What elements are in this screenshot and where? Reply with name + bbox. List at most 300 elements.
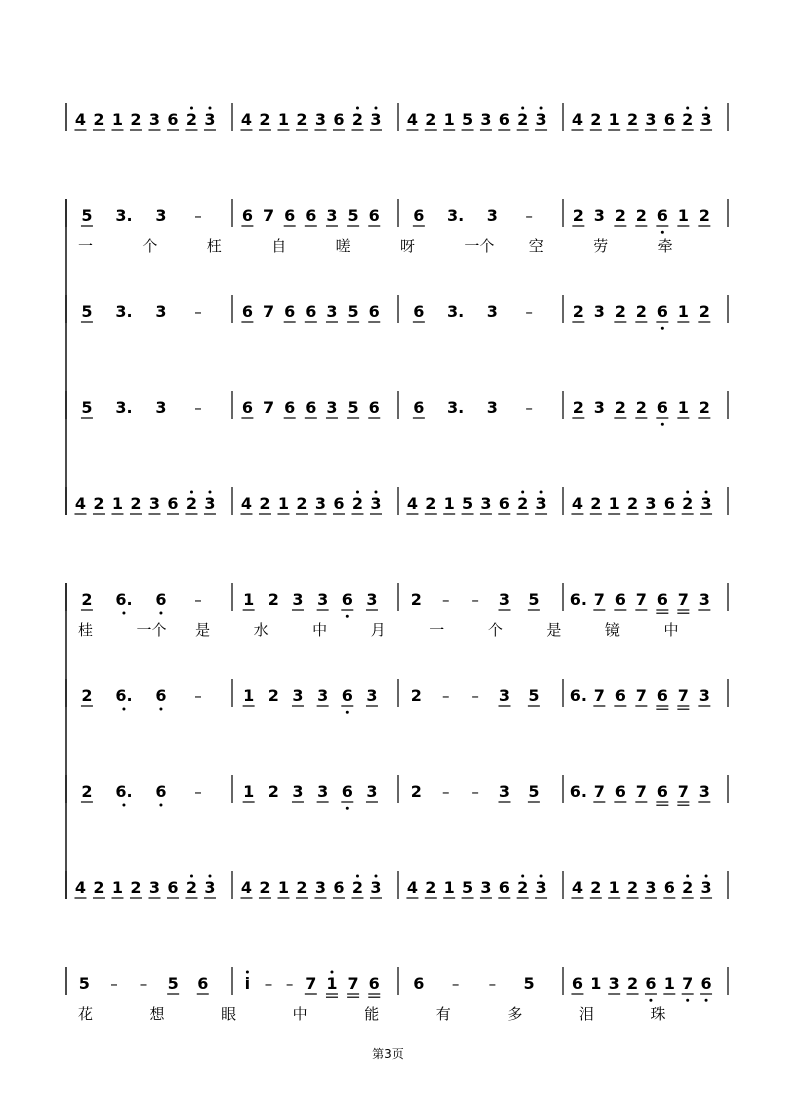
high-octave-dot — [356, 875, 359, 878]
staff-line-4 — [66, 391, 728, 426]
note: 3 — [593, 302, 605, 321]
lyric-syllable: 桂 — [78, 621, 94, 639]
lyric-syllable: 水 — [253, 621, 269, 639]
lyric-syllable: 中 — [663, 621, 679, 639]
note: 3. — [447, 398, 465, 417]
note: 3 — [317, 590, 329, 609]
note: 1 — [663, 974, 675, 993]
lyric-syllable: 多 — [507, 1005, 523, 1023]
note: 3 — [535, 494, 547, 513]
low-octave-dot — [346, 711, 349, 714]
note: 6 — [305, 398, 317, 417]
note: 1 — [443, 110, 455, 129]
sustain-dash: – — [441, 591, 450, 609]
note: 3 — [155, 302, 167, 321]
staff-line-6 — [66, 583, 728, 639]
sustain-dash: – — [525, 399, 533, 417]
note: 2 — [93, 110, 105, 129]
note: 1 — [111, 494, 124, 513]
note: 2 — [296, 494, 308, 513]
note: 4 — [571, 878, 584, 897]
note: 2 — [296, 878, 308, 897]
note: 6 — [333, 878, 345, 897]
note: 4 — [240, 878, 253, 897]
high-octave-dot — [705, 875, 708, 878]
sustain-dash: – — [194, 687, 202, 705]
note: 2 — [572, 206, 584, 225]
lyric-syllable: 自 — [271, 237, 287, 255]
staff-line-10 — [66, 967, 728, 1023]
note: 7 — [305, 974, 317, 993]
lyric-syllable: 中 — [292, 1005, 308, 1023]
low-octave-dot — [705, 999, 708, 1002]
high-octave-dot — [356, 107, 359, 110]
note: 5 — [528, 590, 540, 609]
note: 4 — [240, 110, 253, 129]
sustain-dash: – — [525, 207, 533, 225]
lyric-syllable: 呀 — [400, 237, 416, 255]
sustain-dash: – — [285, 975, 294, 993]
note: 3 — [204, 494, 216, 513]
high-octave-dot — [208, 491, 211, 494]
note: 2 — [185, 878, 198, 897]
note: 6 — [645, 974, 657, 993]
high-octave-dot — [521, 875, 524, 878]
note: 2 — [259, 878, 271, 897]
note: 5 — [347, 206, 359, 225]
note: 2 — [635, 206, 647, 225]
note: 3 — [317, 782, 329, 801]
note: 6. — [569, 590, 587, 609]
staff-line-7 — [66, 679, 728, 714]
staff-line-8 — [66, 775, 728, 810]
note: 3 — [480, 878, 492, 897]
note: 2 — [614, 398, 626, 417]
note: 3. — [115, 302, 133, 321]
note: 6 — [498, 878, 510, 897]
note: 2 — [410, 782, 422, 801]
sustain-dash: – — [441, 783, 450, 801]
low-octave-dot — [346, 615, 349, 618]
note: 2 — [410, 686, 422, 705]
lyric-syllable: 一 — [429, 621, 445, 639]
note: 1 — [243, 686, 255, 705]
note: 3 — [370, 494, 382, 513]
high-octave-dot — [705, 491, 708, 494]
note: 3 — [148, 878, 161, 897]
note: 6 — [656, 206, 668, 225]
note: 7 — [262, 302, 275, 321]
note: 1 — [443, 878, 455, 897]
note: 4 — [74, 878, 87, 897]
high-octave-dot — [540, 875, 543, 878]
lyric-syllable: 眼 — [221, 1005, 237, 1023]
note: 5 — [81, 398, 93, 417]
note: 2 — [517, 494, 529, 513]
note: 1 — [677, 302, 689, 321]
note: 7 — [262, 206, 275, 225]
note: 1 — [326, 974, 338, 993]
note: 1 — [277, 494, 290, 513]
high-octave-dot — [540, 491, 543, 494]
note: 6 — [700, 974, 712, 993]
sustain-dash: – — [525, 303, 533, 321]
lyric-syllable: 牵 — [657, 237, 673, 255]
note: 1 — [677, 398, 689, 417]
note: 1 — [111, 110, 124, 129]
note: 6 — [413, 206, 425, 225]
note: 6 — [333, 494, 345, 513]
note: 3 — [326, 302, 338, 321]
note: 2 — [572, 398, 584, 417]
low-octave-dot — [661, 327, 664, 330]
sustain-dash: – — [471, 591, 479, 609]
note: 7 — [677, 782, 689, 801]
note: 1 — [608, 110, 620, 129]
note: 3 — [326, 398, 338, 417]
high-octave-dot — [521, 107, 524, 110]
note: 3 — [326, 206, 338, 225]
sustain-dash: – — [194, 591, 202, 609]
note: 5 — [523, 974, 535, 993]
note: 3 — [155, 398, 167, 417]
note: 5 — [347, 398, 359, 417]
note: 3 — [498, 782, 511, 801]
note: 1 — [243, 782, 255, 801]
note: 6. — [115, 590, 133, 609]
note: 2 — [81, 686, 93, 705]
sustain-dash: – — [471, 783, 479, 801]
note: 3 — [366, 782, 378, 801]
note: 6 — [155, 590, 167, 609]
note: 3 — [593, 398, 605, 417]
note: 6. — [569, 686, 587, 705]
note: 3 — [370, 878, 382, 897]
note: 2 — [572, 302, 584, 321]
note: 6 — [167, 494, 179, 513]
note: 6 — [656, 686, 668, 705]
note: 3 — [700, 110, 712, 129]
note: 2 — [130, 494, 142, 513]
note: 3 — [370, 110, 382, 129]
staff-line-9 — [66, 871, 728, 899]
note: 2 — [698, 302, 710, 321]
note: 3 — [314, 110, 327, 129]
lyric-syllable: 个 — [487, 621, 503, 639]
high-octave-dot — [686, 491, 689, 494]
note: 2 — [93, 494, 105, 513]
lyric-syllable: 镜 — [604, 621, 620, 639]
note: 6 — [656, 302, 668, 321]
note: 6 — [167, 110, 179, 129]
note: 6 — [241, 206, 253, 225]
sustain-dash: – — [471, 687, 479, 705]
low-octave-dot — [346, 807, 349, 810]
note: 3 — [366, 686, 378, 705]
note: 2 — [81, 590, 93, 609]
low-octave-dot — [686, 999, 689, 1002]
note: 3 — [292, 782, 304, 801]
note: 3 — [498, 590, 511, 609]
high-octave-dot — [190, 875, 193, 878]
note: 3 — [155, 206, 167, 225]
page-number: 第3页 — [372, 1047, 404, 1061]
note: 6 — [656, 398, 668, 417]
note: 3 — [486, 398, 498, 417]
note: 3 — [480, 110, 492, 129]
note: 6 — [305, 206, 317, 225]
lyric-syllable: 有 — [435, 1005, 451, 1023]
note: 2 — [682, 110, 694, 129]
staff-line-2 — [66, 199, 728, 255]
note: 7 — [677, 590, 689, 609]
note: 1 — [111, 878, 124, 897]
note: 3 — [698, 782, 710, 801]
note: 6 — [663, 878, 675, 897]
note: 6 — [498, 494, 510, 513]
note: 2 — [626, 110, 639, 129]
note: 2 — [425, 878, 437, 897]
sustain-dash: – — [488, 975, 497, 993]
note: 7 — [347, 974, 359, 993]
note: 1 — [677, 206, 689, 225]
high-octave-dot — [208, 875, 211, 878]
note: 6 — [197, 974, 209, 993]
note: 2 — [130, 110, 142, 129]
high-octave-dot — [356, 491, 359, 494]
note: 1 — [608, 878, 620, 897]
sustain-dash: – — [441, 687, 450, 705]
lyric-syllable: 空 — [528, 237, 544, 255]
high-octave-dot — [246, 971, 249, 974]
high-octave-dot — [686, 875, 689, 878]
note: 2 — [351, 110, 364, 129]
note: 2 — [698, 206, 710, 225]
note: 1 — [608, 494, 620, 513]
note: 2 — [410, 590, 422, 609]
note: 3 — [698, 590, 710, 609]
note: 6 — [368, 974, 380, 993]
note: 4 — [571, 494, 584, 513]
note: 7 — [635, 686, 647, 705]
note: 6 — [663, 110, 675, 129]
note: 6 — [155, 782, 167, 801]
note: 6 — [368, 206, 380, 225]
high-octave-dot — [374, 875, 377, 878]
note: 6. — [115, 782, 133, 801]
lyric-syllable: 一个 — [136, 621, 167, 639]
sustain-dash: – — [139, 975, 148, 993]
low-octave-dot — [122, 804, 125, 807]
note: i — [244, 974, 251, 993]
lyric-syllable: 一 — [78, 237, 94, 255]
low-octave-dot — [159, 804, 162, 807]
note: 1 — [443, 494, 455, 513]
low-octave-dot — [661, 231, 664, 234]
note: 3 — [498, 686, 511, 705]
note: 2 — [590, 110, 602, 129]
note: 7 — [682, 974, 694, 993]
note: 6 — [413, 398, 425, 417]
lyric-syllable: 泪 — [578, 1005, 594, 1023]
note: 2 — [93, 878, 105, 897]
score-staves — [66, 103, 728, 1023]
note: 6 — [155, 686, 167, 705]
note: 6 — [284, 302, 296, 321]
lyric-syllable: 枉 — [206, 237, 222, 255]
note: 2 — [267, 686, 279, 705]
note: 3 — [480, 494, 492, 513]
sustain-dash: – — [194, 207, 202, 225]
note: 6 — [284, 206, 296, 225]
note: 5 — [528, 686, 540, 705]
note: 5 — [167, 974, 179, 993]
low-octave-dot — [159, 708, 162, 711]
note: 2 — [626, 974, 639, 993]
note: 6. — [115, 686, 133, 705]
note: 6 — [333, 110, 345, 129]
note: 3 — [148, 110, 161, 129]
note: 2 — [185, 110, 198, 129]
note: 3 — [148, 494, 161, 513]
note: 2 — [626, 494, 639, 513]
sustain-dash: – — [264, 975, 273, 993]
note: 3 — [645, 878, 657, 897]
note: 1 — [243, 590, 255, 609]
note: 5 — [78, 974, 90, 993]
note: 2 — [259, 110, 271, 129]
low-octave-dot — [661, 423, 664, 426]
sustain-dash: – — [194, 783, 202, 801]
note: 2 — [130, 878, 142, 897]
note: 4 — [406, 494, 419, 513]
note: 4 — [240, 494, 253, 513]
note: 7 — [593, 782, 605, 801]
note: 2 — [682, 878, 694, 897]
high-octave-dot — [330, 971, 333, 974]
staff-line-5 — [66, 487, 728, 515]
note: 7 — [262, 398, 275, 417]
note: 5 — [81, 302, 93, 321]
sustain-dash: – — [194, 303, 202, 321]
note: 3 — [486, 206, 498, 225]
note: 3 — [608, 974, 620, 993]
note: 2 — [267, 590, 279, 609]
note: 3 — [317, 686, 329, 705]
note: 3 — [314, 878, 327, 897]
note: 6 — [284, 398, 296, 417]
sustain-dash: – — [451, 975, 460, 993]
note: 3 — [645, 110, 657, 129]
note: 3 — [535, 878, 547, 897]
note: 6 — [368, 302, 380, 321]
note: 1 — [277, 878, 290, 897]
note: 2 — [517, 110, 529, 129]
note: 6 — [663, 494, 675, 513]
note: 3. — [115, 206, 133, 225]
note: 6 — [241, 302, 253, 321]
note: 7 — [593, 686, 605, 705]
note: 6 — [341, 686, 353, 705]
low-octave-dot — [122, 708, 125, 711]
low-octave-dot — [122, 612, 125, 615]
note: 5 — [347, 302, 359, 321]
note: 2 — [635, 398, 647, 417]
note: 7 — [677, 686, 689, 705]
note: 6 — [241, 398, 253, 417]
note: 4 — [571, 110, 584, 129]
low-octave-dot — [649, 999, 652, 1002]
note: 2 — [590, 494, 602, 513]
note: 6 — [341, 782, 353, 801]
note: 2 — [698, 398, 710, 417]
lyric-syllable: 一个 — [464, 237, 495, 255]
note: 6 — [614, 782, 626, 801]
note: 2 — [259, 494, 271, 513]
note: 3 — [593, 206, 605, 225]
note: 3 — [698, 686, 710, 705]
lyric-syllable: 是 — [195, 621, 211, 639]
note: 2 — [185, 494, 198, 513]
high-octave-dot — [374, 107, 377, 110]
lyric-syllable: 劳 — [593, 237, 609, 255]
note: 2 — [81, 782, 93, 801]
note: 6 — [656, 590, 668, 609]
note: 7 — [593, 590, 605, 609]
note: 1 — [277, 110, 290, 129]
note: 2 — [614, 302, 626, 321]
high-octave-dot — [686, 107, 689, 110]
note: 2 — [614, 206, 626, 225]
note: 7 — [635, 590, 647, 609]
note: 6 — [656, 782, 668, 801]
sustain-dash: – — [110, 975, 118, 993]
note: 3 — [486, 302, 498, 321]
note: 5 — [461, 878, 474, 897]
note: 3 — [366, 590, 378, 609]
note: 6 — [571, 974, 584, 993]
note: 3 — [292, 686, 304, 705]
note: 6 — [167, 878, 179, 897]
note: 2 — [296, 110, 308, 129]
note: 3 — [204, 878, 216, 897]
note: 6 — [614, 686, 626, 705]
note: 2 — [682, 494, 694, 513]
high-octave-dot — [190, 107, 193, 110]
note: 6 — [413, 974, 425, 993]
lyric-syllable: 月 — [370, 621, 386, 639]
note: 6 — [498, 110, 510, 129]
note: 3 — [314, 494, 327, 513]
note: 3 — [535, 110, 547, 129]
lyric-syllable: 是 — [546, 621, 562, 639]
note: 6 — [305, 302, 317, 321]
note: 3 — [700, 878, 712, 897]
note: 3 — [645, 494, 657, 513]
high-octave-dot — [540, 107, 543, 110]
lyric-syllable: 嗟 — [335, 237, 351, 255]
lyric-syllable: 珠 — [650, 1005, 666, 1023]
note: 2 — [517, 878, 529, 897]
note: 2 — [626, 878, 639, 897]
lyric-syllable: 能 — [364, 1005, 380, 1023]
note: 5 — [528, 782, 540, 801]
staff-line-3 — [66, 295, 728, 330]
note: 2 — [425, 110, 437, 129]
note: 4 — [74, 494, 87, 513]
lyric-syllable: 个 — [142, 237, 158, 255]
note: 4 — [406, 878, 419, 897]
